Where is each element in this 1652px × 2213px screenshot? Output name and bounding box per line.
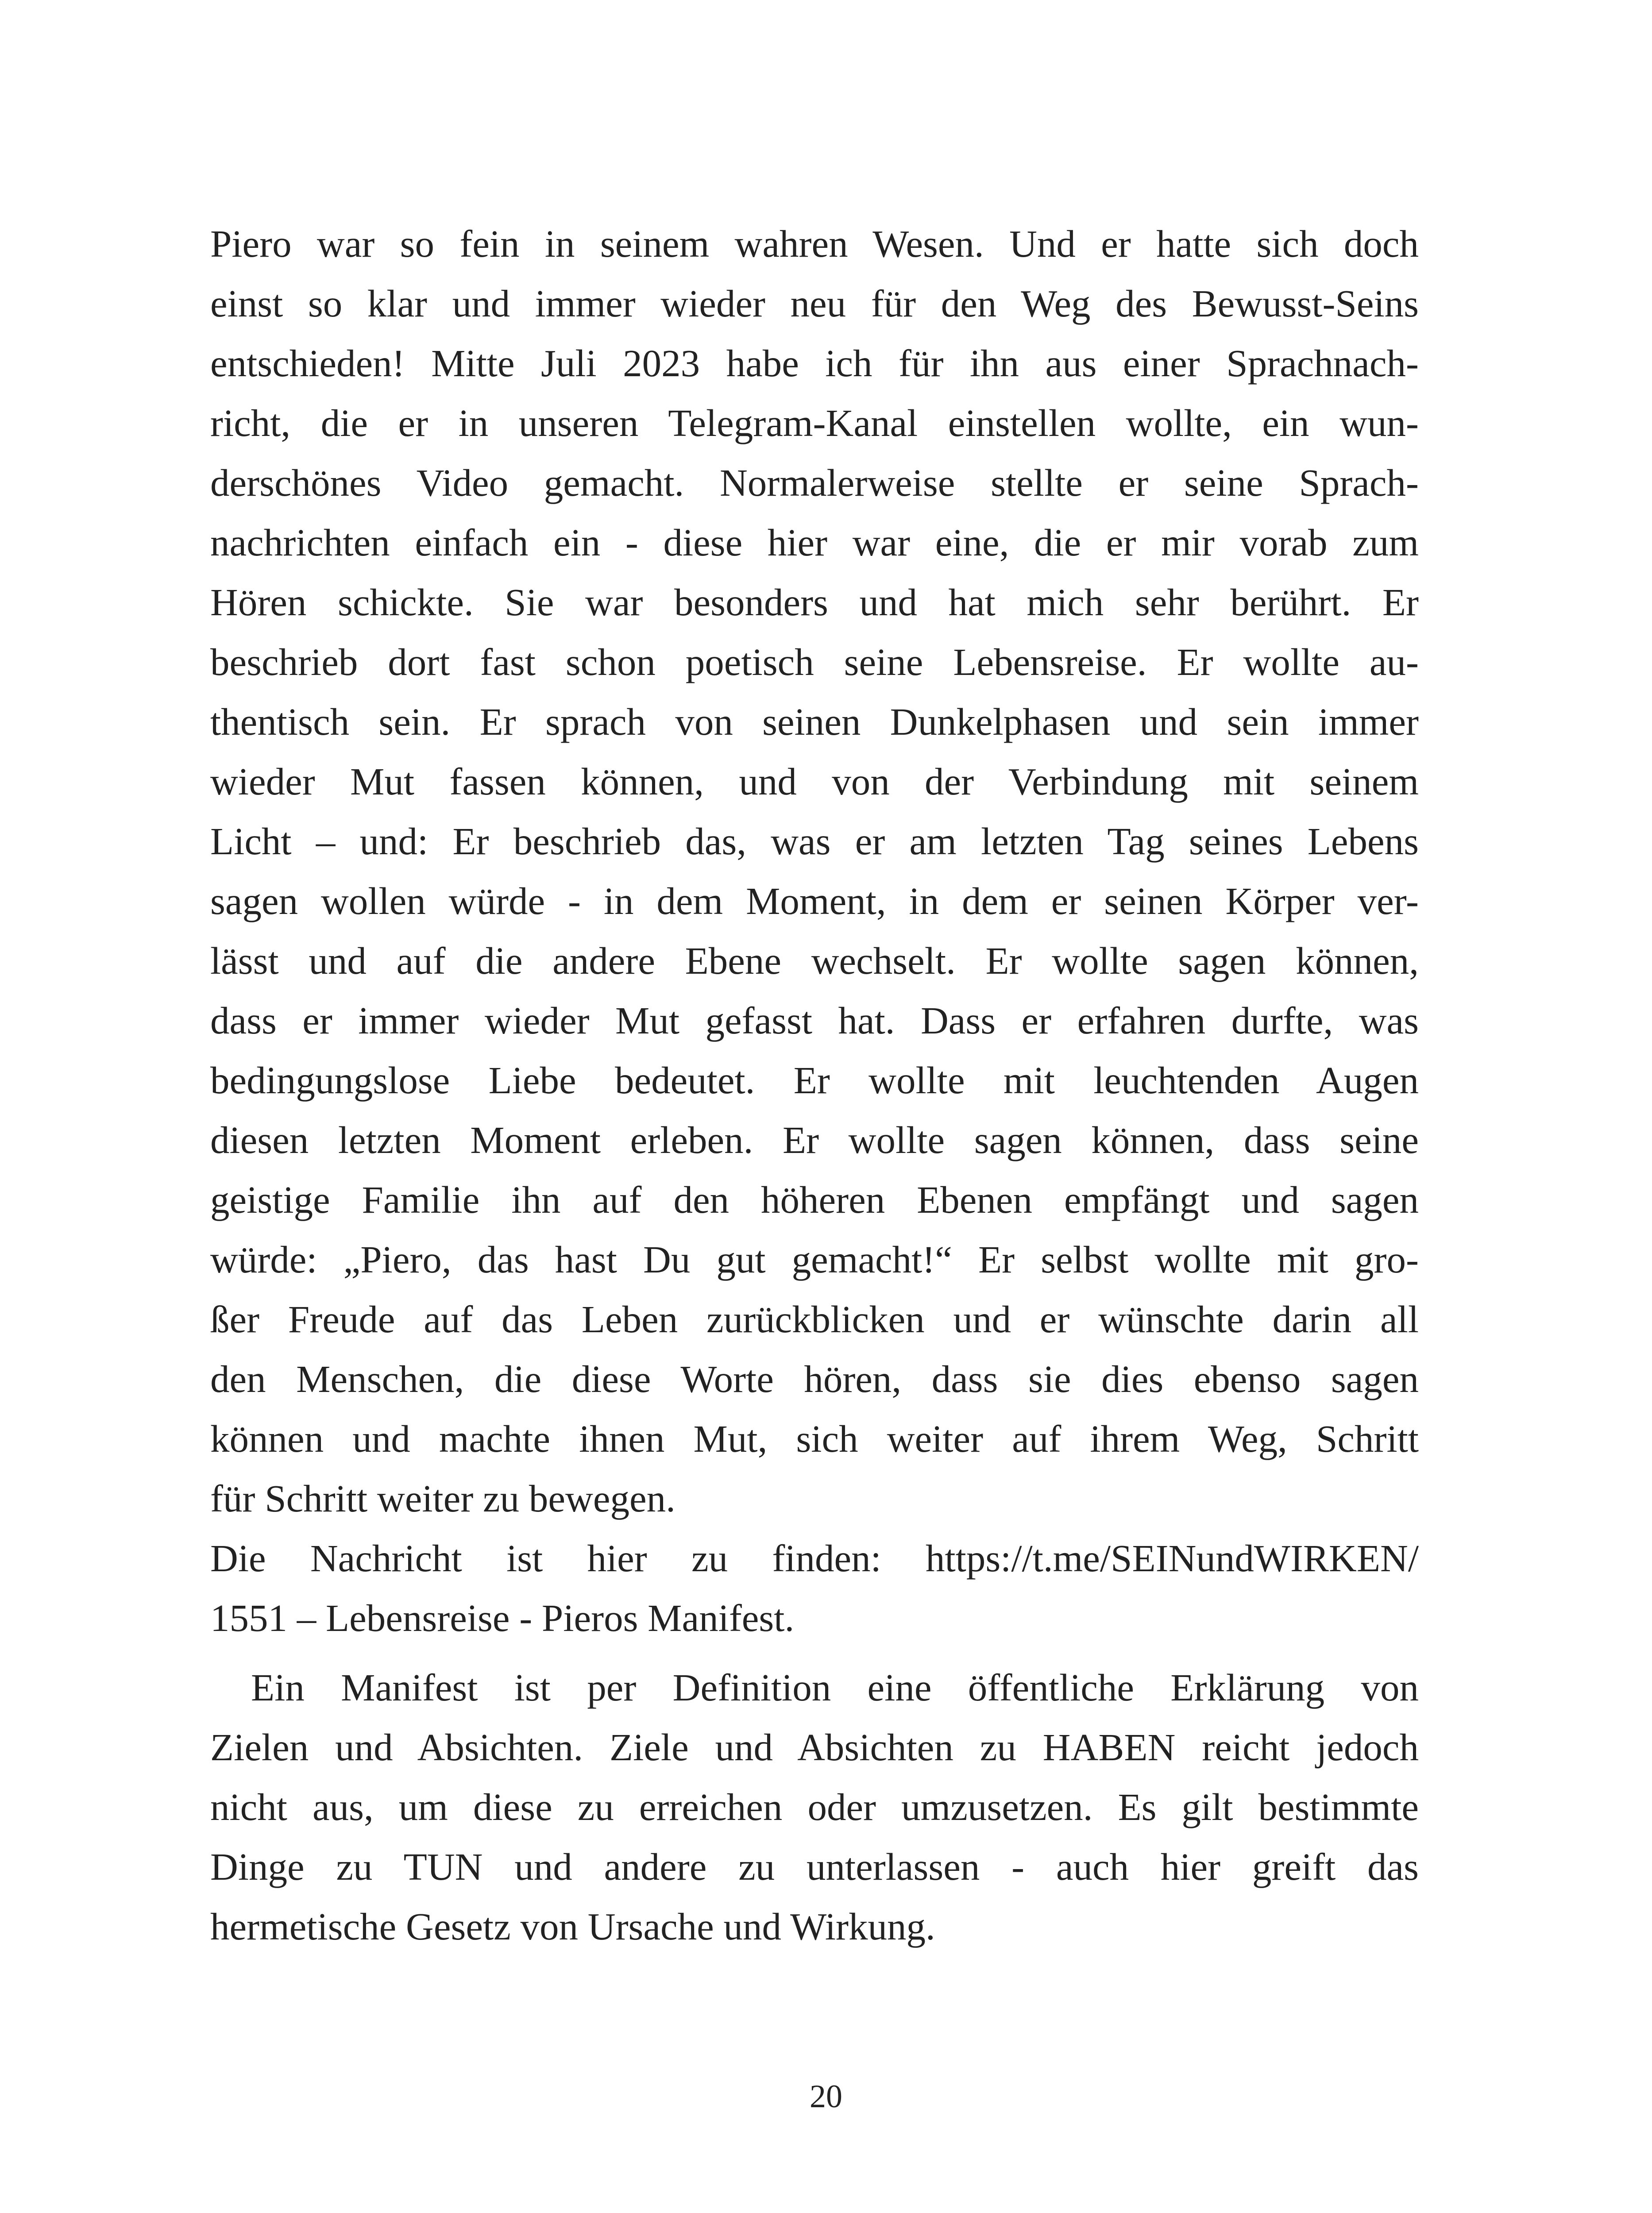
text-line: für Schritt weiter zu bewegen.: [210, 1477, 675, 1520]
text-line: derschönes Video gemacht. Normalerweise stellte er seine Sprach-: [210, 461, 1419, 504]
text-line: lässt und auf die andere Ebene wechselt. Er wollte sagen können,: [210, 939, 1419, 982]
text-line: hermetische Gesetz von Ursache und Wirkung.: [210, 1905, 935, 1948]
text-line: Licht – und: Er beschrieb das, was er am letzten Tag seines Lebens: [210, 820, 1419, 863]
paragraph-manifest: [210, 1658, 1419, 1956]
text-line: beschrieb dort fast schon poetisch seine Lebensreise. Er wollte au-: [210, 640, 1419, 683]
text-line: Piero war so fein in seinem wahren Wesen. Und er hatte sich doch: [210, 222, 1419, 265]
paragraph-spacer: [210, 1648, 1419, 1658]
text-line: einst so klar und immer wieder neu für den Weg des Bewusst-Seins: [210, 282, 1419, 325]
page-number: 20: [810, 2078, 842, 2115]
text-line: bedingungslose Liebe bedeutet. Er wollte mit leuchtenden Augen: [210, 1059, 1419, 1102]
text-line: Dinge zu TUN und andere zu unterlassen - auch hier greift das: [210, 1845, 1419, 1888]
text-line: sagen wollen würde - in dem Moment, in dem er seinen Körper ver-: [210, 879, 1419, 922]
text-line: diesen letzten Moment erleben. Er wollte sagen können, dass seine: [210, 1118, 1419, 1161]
text-line: entschieden! Mitte Juli 2023 habe ich für ihn aus einer Sprachnach-: [210, 342, 1419, 385]
text-line: dass er immer wieder Mut gefasst hat. Dass er erfahren durfte, was: [210, 999, 1419, 1042]
text-line: Ein Manifest ist per Definition eine öffentliche Erklärung von: [251, 1666, 1419, 1709]
body-text: [210, 214, 1419, 1956]
link-line: Die Nachricht ist hier zu finden: https://t.me/SEINundWIRKEN/: [210, 1537, 1419, 1580]
text-line: Zielen und Absichten. Ziele und Absichten zu HABEN reicht jedoch: [210, 1726, 1419, 1769]
text-line: würde: „Piero, das hast Du gut gemacht!“ Er selbst wollte mit gro-: [210, 1238, 1419, 1281]
text-line: Hören schickte. Sie war besonders und hat mich sehr berührt. Er: [210, 581, 1419, 624]
paragraph-story: [210, 214, 1419, 1528]
text-line: den Menschen, die diese Worte hören, dass sie dies ebenso sagen: [210, 1357, 1419, 1400]
text-line: ßer Freude auf das Leben zurückblicken und er wünschte darin all: [210, 1298, 1419, 1341]
text-line: wieder Mut fassen können, und von der Verbindung mit seinem: [210, 760, 1419, 803]
text-line: geistige Familie ihn auf den höheren Ebenen empfängt und sagen: [210, 1178, 1419, 1221]
text-line: nicht aus, um diese zu erreichen oder umzusetzen. Es gilt bestimmte: [210, 1785, 1419, 1828]
text-line: nachrichten einfach ein - diese hier war eine, die er mir vorab zum: [210, 521, 1419, 564]
text-line: können und machte ihnen Mut, sich weiter auf ihrem Weg, Schritt: [210, 1417, 1419, 1460]
text-line: 1551 – Lebensreise - Pieros Manifest.: [210, 1596, 795, 1639]
paragraph-link-note: [210, 1528, 1419, 1648]
text-line: richt, die er in unseren Telegram-Kanal einstellen wollte, ein wun-: [210, 401, 1419, 444]
text-line: thentisch sein. Er sprach von seinen Dunkelphasen und sein immer: [210, 700, 1419, 743]
